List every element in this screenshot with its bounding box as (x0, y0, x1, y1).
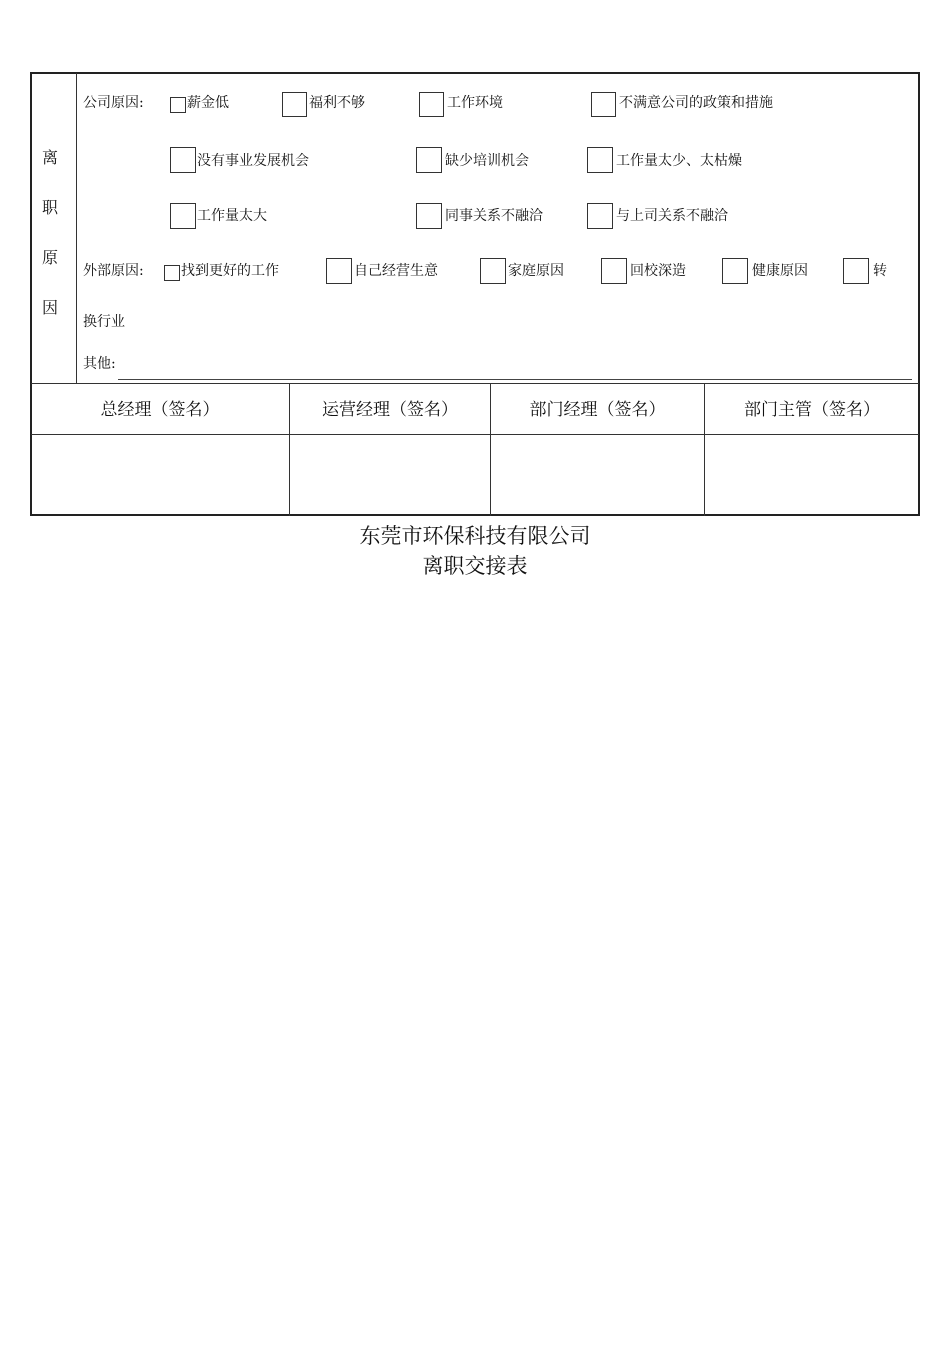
reason-lack-of-training: 缺少培训机会 (445, 153, 529, 169)
checkbox-coworker-relations[interactable] (416, 203, 442, 229)
side-label-char-2: 职 (41, 198, 58, 217)
side-label-char-3: 原 (41, 248, 58, 267)
reason-change-industry-part1: 转 (873, 263, 887, 279)
reason-insufficient-benefits: 福利不够 (309, 95, 365, 111)
reason-work-environment: 工作环境 (447, 95, 503, 111)
other-label: 其他: (83, 356, 116, 372)
other-input-line[interactable] (118, 379, 912, 380)
reason-own-business: 自己经营生意 (354, 263, 438, 279)
signature-operations-manager: 运营经理（签名） (322, 400, 458, 420)
signature-general-manager: 总经理（签名） (100, 400, 220, 420)
reason-workload-too-much: 工作量太大 (197, 208, 267, 224)
checkbox-insufficient-benefits[interactable] (282, 92, 307, 117)
side-label-char-1: 离 (41, 148, 58, 167)
reason-supervisor-relations: 与上司关系不融洽 (616, 208, 728, 224)
reason-family-reasons: 家庭原因 (508, 263, 564, 279)
reason-policy-dissatisfaction: 不满意公司的政策和措施 (619, 95, 773, 111)
checkbox-workload-too-little[interactable] (587, 147, 613, 173)
checkbox-change-industry[interactable] (843, 258, 869, 284)
reason-further-study: 回校深造 (630, 263, 686, 279)
checkbox-family-reasons[interactable] (480, 258, 506, 284)
reason-no-career-development: 没有事业发展机会 (197, 153, 309, 169)
reason-health-reasons: 健康原因 (752, 263, 808, 279)
signature-cell-general-manager[interactable] (31, 435, 289, 515)
reason-workload-too-little: 工作量太少、太枯燥 (616, 153, 742, 169)
reason-better-job: 找到更好的工作 (181, 263, 279, 279)
checkbox-better-job[interactable] (164, 265, 180, 281)
checkbox-low-salary[interactable] (170, 97, 186, 113)
side-column-divider (76, 73, 77, 383)
signature-cell-department-supervisor[interactable] (705, 435, 919, 515)
signature-department-supervisor: 部门主管（签名） (744, 400, 880, 420)
signature-cell-operations-manager[interactable] (290, 435, 490, 515)
checkbox-policy-dissatisfaction[interactable] (591, 92, 616, 117)
checkbox-workload-too-much[interactable] (170, 203, 196, 229)
checkbox-work-environment[interactable] (419, 92, 444, 117)
checkbox-further-study[interactable] (601, 258, 627, 284)
checkbox-own-business[interactable] (326, 258, 352, 284)
checkbox-supervisor-relations[interactable] (587, 203, 613, 229)
side-label-char-4: 因 (41, 298, 58, 317)
company-reasons-label: 公司原因: (83, 95, 144, 111)
checkbox-no-career-development[interactable] (170, 147, 196, 173)
company-name: 东莞市环保科技有限公司 (359, 524, 591, 548)
checkbox-lack-of-training[interactable] (416, 147, 442, 173)
external-reasons-label: 外部原因: (83, 263, 144, 279)
reason-low-salary: 薪金低 (187, 95, 229, 111)
signature-department-manager: 部门经理（签名） (529, 400, 666, 420)
form-title: 离职交接表 (422, 554, 528, 578)
reason-coworker-relations: 同事关系不融洽 (445, 208, 543, 224)
section-divider (31, 383, 919, 384)
signature-cell-department-manager[interactable] (491, 435, 704, 515)
reason-change-industry-part2: 换行业 (83, 314, 125, 330)
checkbox-health-reasons[interactable] (722, 258, 748, 284)
